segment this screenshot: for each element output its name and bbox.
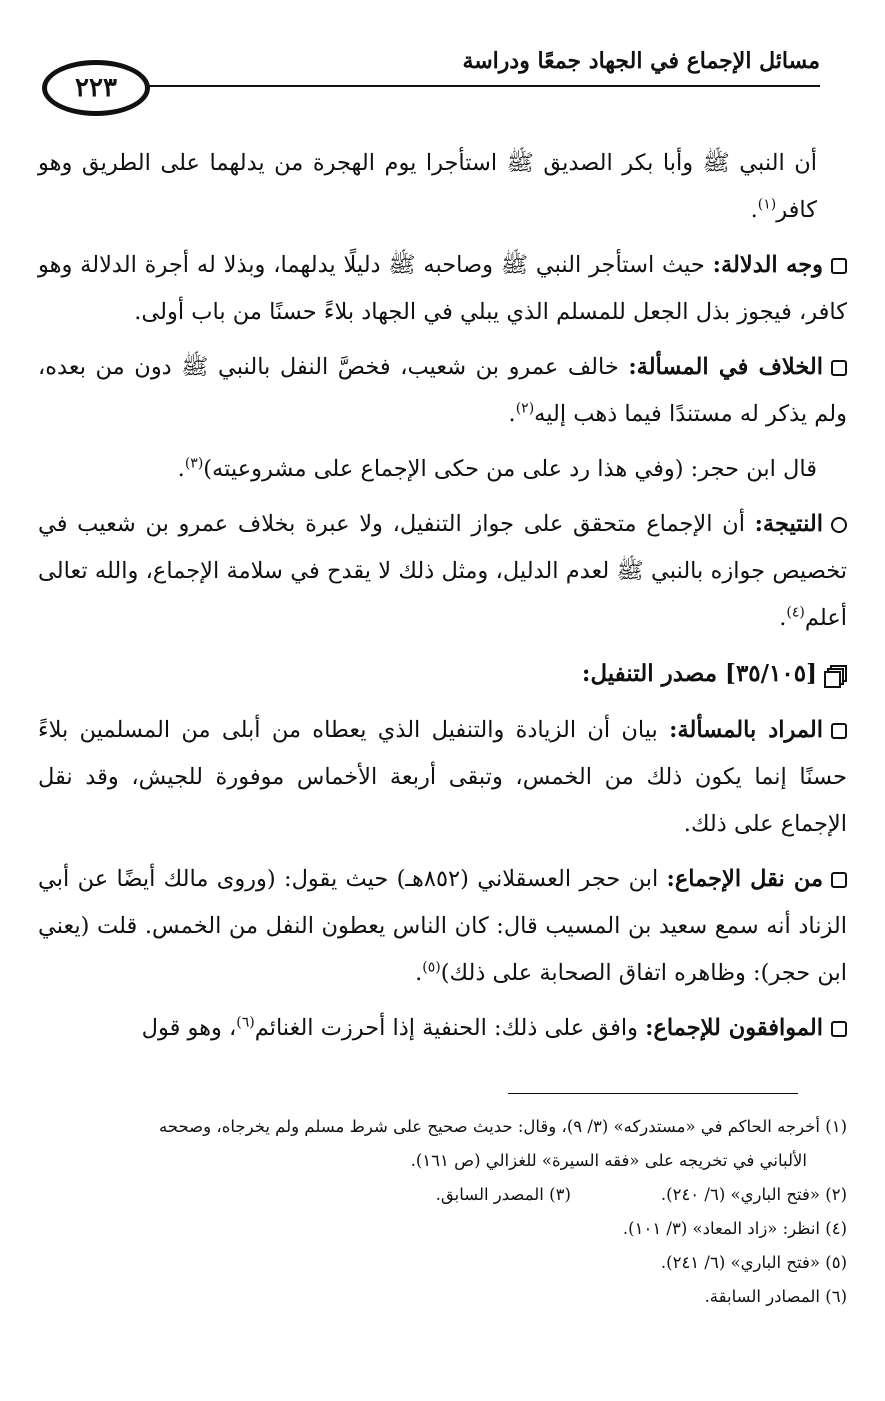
paragraph-text: ابن حجر العسقلاني (٨٥٢هـ) حيث يقول: (وروى مالك أيضًا عن أبي الزناد أنه سمع سعيد بن المسيب قال: كان الناس يعطون النفل من الخمس. قلت (يعني ابن حجر): وظاهره اتفاق الصحابة على ذلك) [38, 866, 847, 986]
paragraph-lead: وجه الدلالة: [712, 252, 823, 278]
footnote-1: (١) أخرجه الحاكم في «مستدركه» (٣/ ٩)، وقال: حديث صحيح على شرط مسلم ولم يخرجاه، وصححه [159, 1117, 847, 1136]
paragraph-6 [38, 707, 847, 848]
footnote-2: (٢) «فتح الباري» (٦/ ٢٤٠). [660, 1185, 847, 1204]
paragraph-8 [38, 1005, 847, 1052]
square-bullet-icon [831, 723, 847, 739]
paragraph-end: . [750, 197, 758, 223]
section-heading [38, 650, 847, 697]
footnote-ref-3[interactable]: (٣) [184, 455, 204, 472]
paragraph-end: . [177, 456, 185, 482]
heading-text: [٣٥/١٠٥] مصدر التنفيل: [581, 660, 817, 687]
footnote-ref-6[interactable]: (٦) [236, 1014, 255, 1031]
footnote-3: (٣) المصدر السابق. [435, 1185, 571, 1204]
paragraph-lead: من نقل الإجماع: [666, 866, 823, 892]
square-bullet-icon [831, 1021, 847, 1037]
footnote-5: (٥) «فتح الباري» (٦/ ٢٤١). [660, 1253, 847, 1272]
stacked-pages-icon [827, 665, 847, 685]
footnotes [38, 1110, 847, 1314]
paragraph-7 [38, 856, 847, 997]
paragraph-lead: المراد بالمسألة: [669, 717, 823, 743]
header-rule [138, 85, 820, 87]
paragraph-lead: النتيجة: [754, 511, 823, 537]
footnote-ref-1[interactable]: (١) [757, 196, 777, 213]
paragraph-end: . [508, 401, 516, 427]
square-bullet-icon [831, 360, 847, 376]
running-title: مسائل الإجماع في الجهاد جمعًا ودراسة [462, 48, 820, 74]
square-bullet-icon [831, 872, 847, 888]
paragraph-end: . [415, 960, 423, 986]
paragraph-text: حيث استأجر النبي ﷺ وصاحبه ﷺ دليلًا يدلهما، وبذلا له أجرة الدلالة وهو كافر، فيجوز بذل الجعل للمسلم الذي يبلي في الجهاد بلاءً حسنًا من باب أولى. [38, 252, 847, 325]
footnote-ref-2[interactable]: (٢) [515, 400, 535, 417]
footnote-pair [38, 1178, 847, 1212]
paragraph-4 [38, 446, 847, 493]
paragraph-text: بيان أن الزيادة والتنفيل الذي يعطاه من أبلى من المسلمين بلاءً حسنًا إنما يكون ذلك من الخمس، وتبقى أربعة الأخماس موفورة للجيش، وقد نقل الإجماع على ذلك. [38, 717, 847, 837]
footnote-6: (٦) المصادر السابقة. [704, 1287, 847, 1306]
footnote-ref-5[interactable]: (٥) [422, 959, 441, 976]
paragraph-lead: الموافقون للإجماع: [645, 1015, 823, 1041]
paragraph-3 [38, 344, 847, 438]
paragraph-lead: الخلاف في المسألة: [628, 354, 823, 380]
paragraph-1 [38, 140, 847, 234]
footnote-ref-4[interactable]: (٤) [786, 604, 805, 621]
main-text [38, 140, 847, 1060]
paragraph-5 [38, 501, 847, 642]
paragraph-text: وافق على ذلك: الحنفية إذا أحرزت الغنائم [254, 1015, 646, 1041]
page-header [30, 40, 820, 130]
circle-bullet-icon [831, 517, 847, 533]
paragraph-text: خالف عمرو بن شعيب، فخصَّ النفل بالنبي ﷺ دون من بعده، ولم يذكر له مستندًا فيما ذهب إليه [38, 354, 847, 427]
paragraph-2 [38, 242, 847, 336]
paragraph-text: أن النبي ﷺ وأبا بكر الصديق ﷺ استأجرا يوم الهجرة من يدلهما على الطريق وهو كافر [38, 150, 817, 223]
square-bullet-icon [831, 258, 847, 274]
footnote-4: (٤) انظر: «زاد المعاد» (٣/ ١٠١). [622, 1219, 847, 1238]
paragraph-text: أن الإجماع متحقق على جواز التنفيل، ولا عبرة بخلاف عمرو بن شعيب في تخصيص جوازه بالنبي ﷺ لعدم الدليل، ومثل ذلك لا يقدح في سلامة الإجماع، والله تعالى أعلم [38, 511, 847, 631]
footnote-separator [508, 1093, 798, 1094]
paragraph-end: . [779, 605, 787, 631]
paragraph-end: ، وهو قول [141, 1015, 237, 1041]
paragraph-text: قال ابن حجر: (وفي هذا رد على من حكى الإجماع على مشروعيته) [203, 456, 817, 482]
page-number-badge: ٢٢٣ [42, 60, 150, 116]
footnote-1-continued: الألباني في تخريجه على «فقه السيرة» للغزالي (ص ١٦١). [410, 1151, 807, 1170]
